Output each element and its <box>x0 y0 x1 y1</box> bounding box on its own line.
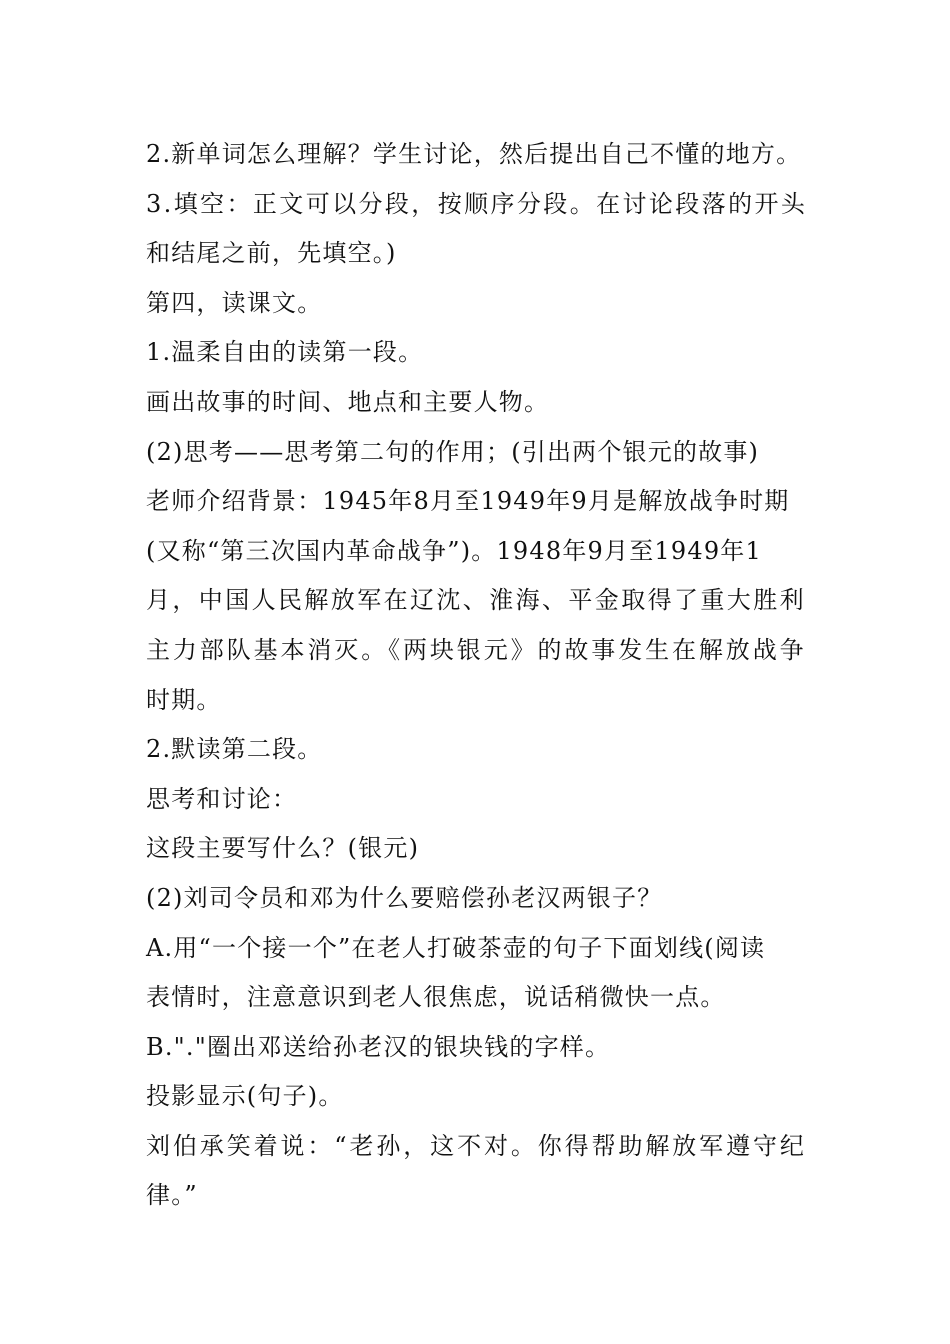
text-line: (2)思考——思考第二句的作用；(引出两个银元的故事) <box>146 437 760 466</box>
text-line: 表情时，注意意识到老人很焦虑，说话稍微快一点。 <box>146 983 726 1012</box>
text-line: 2.新单词怎么理解？学生讨论，然后提出自己不懂的地方。 <box>146 140 802 168</box>
text-line: 第四，读课文。 <box>146 288 323 317</box>
text-line: 画出故事的时间、地点和主要人物。 <box>146 387 550 416</box>
text-line: 2.默读第二段。 <box>146 735 323 764</box>
text-line: 这段主要写什么？(银元) <box>146 834 420 863</box>
text-line: 1.温柔自由的读第一段。 <box>146 338 424 367</box>
text-line: 和结尾之前，先填空。) <box>146 239 397 268</box>
text-line: 3.填空：正文可以分段，按顺序分段。在讨论段落的开头 <box>146 189 808 218</box>
text-line: B."."圈出邓送给孙老汉的银块钱的字样。 <box>146 1032 611 1061</box>
text-line: A.用“一个接一个”在老人打破茶壶的句子下面划线(阅读 <box>146 933 766 962</box>
text-line: 刘伯承笑着说：“老孙，这不对。你得帮助解放军遵守纪 <box>146 1131 807 1160</box>
document-body <box>146 130 816 1221</box>
text-line: 月，中国人民解放军在辽沈、淮海、平金取得了重大胜利 <box>146 586 806 615</box>
text-line: 律。” <box>146 1181 198 1210</box>
text-line: 思考和讨论： <box>146 784 298 813</box>
text-line: 老师介绍背景：1945年8月至1949年9月是解放战争时期 <box>146 487 790 516</box>
text-line: 主力部队基本消灭。《两块银元》的故事发生在解放战争 <box>146 635 807 664</box>
text-line: 投影显示(句子)。 <box>146 1082 344 1111</box>
text-line: (又称“第三次国内革命战争”)。1948年9月至1949年1 <box>146 536 762 565</box>
text-line: 时期。 <box>146 685 222 714</box>
text-line: (2)刘司令员和邓为什么要赔偿孙老汉两银子？ <box>146 883 663 912</box>
